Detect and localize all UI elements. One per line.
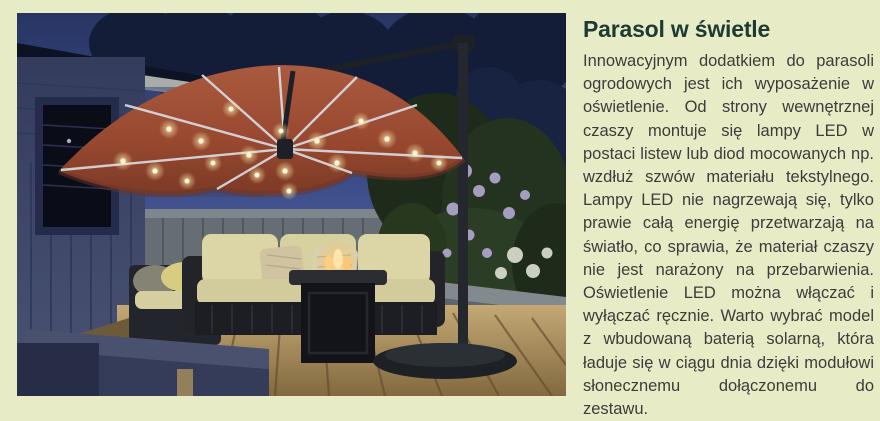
patio-photo-svg: [17, 13, 566, 396]
article-column: [583, 16, 874, 421]
planter-box: [17, 343, 99, 396]
article-title: Parasol w świetle: [583, 16, 771, 42]
patio-photo: [17, 13, 566, 396]
article-body: Innowacyjnym dodatkiem do parasoli ogrodowych jest ich wyposażenie w oświetlenie. Od strony wewnętrznej czaszy montuje się lampy LED w postaci listew lub diod mocowanych np. wzdłuż szwów materiału tekstylnego. Lampy LED nie nagrzewają się, tylko prawie całą energię przetwarzają na światło, co sprawia, że materiał czaszy nie jest narażony na przebarwienia. Oświetlenie LED można włączać i wyłączać ręcznie. Warto wybrać model z wbudowaną baterią solarną, która ładuje się w ciągu dnia dzięki modułowi słonecznemu dołączonemu do zestawu.: [583, 52, 874, 419]
umbrella-hub: [277, 139, 293, 159]
umbrella-pole: [458, 43, 468, 351]
